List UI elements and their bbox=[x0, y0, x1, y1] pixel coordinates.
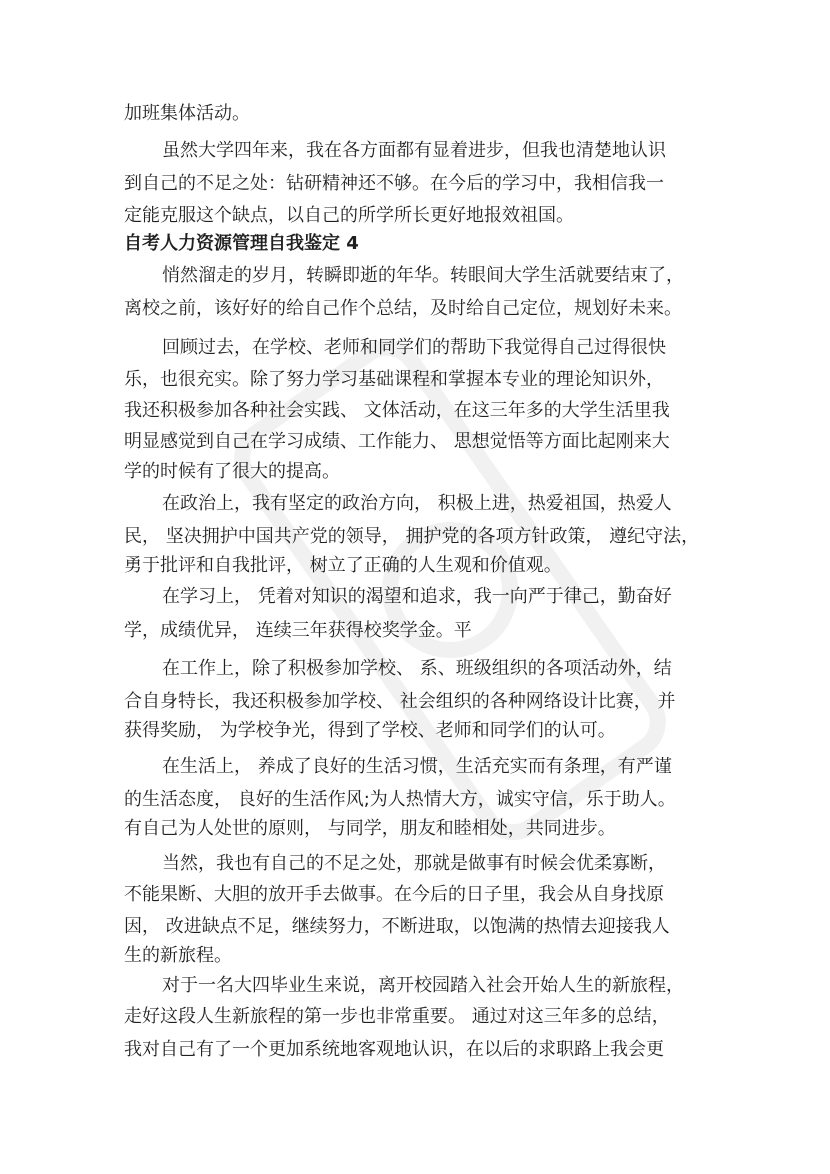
body-line: 悄然溜走的岁月，转瞬即逝的年华。转眼间大学生活就要结束了， bbox=[162, 265, 684, 286]
intro-line-2: 虽然大学四年来，我在各方面都有显着进步，但我也清楚地认识 bbox=[162, 140, 666, 161]
body-line: 在生活上， 养成了良好的生活习惯，生活充实而有条理，有严谨 bbox=[162, 756, 672, 777]
body-line: 学的时候有了很大的提高。 bbox=[124, 461, 340, 482]
body-line: 回顾过去，在学校、老师和同学们的帮助下我觉得自己过得很快 bbox=[162, 337, 666, 358]
body-line: 生的新旅程。 bbox=[124, 945, 232, 966]
intro-line-4: 定能克服这个缺点，以自己的所学所长更好地报效祖国。 bbox=[124, 205, 574, 226]
body-line: 在工作上，除了积极参加学校、 系、班级组织的各项活动外，结 bbox=[162, 658, 672, 679]
body-line: 合自身特长，我还积极参加学校、 社会组织的各种网络设计比赛， 并 bbox=[124, 691, 676, 712]
body-line: 明显感觉到自己在学习成绩、工作能力、 思想觉悟等方面比起刚来大 bbox=[124, 431, 670, 452]
body-line: 乐，也很充实。除了努力学习基础课程和掌握本专业的理论知识外， bbox=[124, 369, 664, 390]
body-line: 勇于批评和自我批评， 树立了正确的人生观和价值观。 bbox=[124, 555, 562, 576]
section-heading: 自考人力资源管理自我鉴定 4 bbox=[124, 233, 359, 254]
body-line: 民， 坚决拥护中国共产党的领导， 拥护党的各项方针政策， 遵纪守法， bbox=[124, 526, 700, 547]
body-line: 走好这段人生新旅程的第一步也非常重要。 通过对这三年多的总结， bbox=[124, 1006, 670, 1027]
body-line: 当然，我也有自己的不足之处，那就是做事有时候会优柔寡断， bbox=[162, 853, 666, 874]
body-line: 我还积极参加各种社会实践、 文体活动，在这三年多的大学生活里我 bbox=[124, 400, 670, 421]
body-line: 在政治上，我有坚定的政治方向， 积极上进，热爱祖国，热爱人 bbox=[162, 493, 672, 514]
body-line: 学，成绩优异， 连续三年获得校奖学金。平 bbox=[124, 620, 472, 641]
body-line: 不能果断、大胆的放开手去做事。在今后的日子里，我会从自身找原 bbox=[124, 884, 664, 905]
body-line: 获得奖励， 为学校争光，得到了学校、老师和同学们的认可。 bbox=[124, 720, 616, 741]
intro-line-3: 到自己的不足之处：钻研精神还不够。在今后的学习中，我相信我一 bbox=[124, 173, 664, 194]
intro-line-1: 加班集体活动。 bbox=[124, 103, 250, 124]
body-line: 对于一名大四毕业生来说，离开校园踏入社会开始人生的新旅程， bbox=[162, 975, 684, 996]
body-line: 离校之前，该好好的给自己作个总结，及时给自己定位，规划好未来。 bbox=[124, 298, 682, 319]
body-line: 我对自己有了一个更加系统地客观地认识，在以后的求职路上我会更 bbox=[124, 1039, 664, 1060]
body-line: 因， 改进缺点不足，继续努力，不断进取，以饱满的热情去迎接我人 bbox=[124, 916, 670, 937]
body-line: 的生活态度， 良好的生活作风;为人热情大方，诚实守信，乐于助人。 bbox=[124, 789, 676, 810]
body-line: 在学习上， 凭着对知识的渴望和追求，我一向严于律己，勤奋好 bbox=[162, 586, 672, 607]
body-line: 有自己为人处世的原则， 与同学，朋友和睦相处，共同进步。 bbox=[124, 818, 616, 839]
